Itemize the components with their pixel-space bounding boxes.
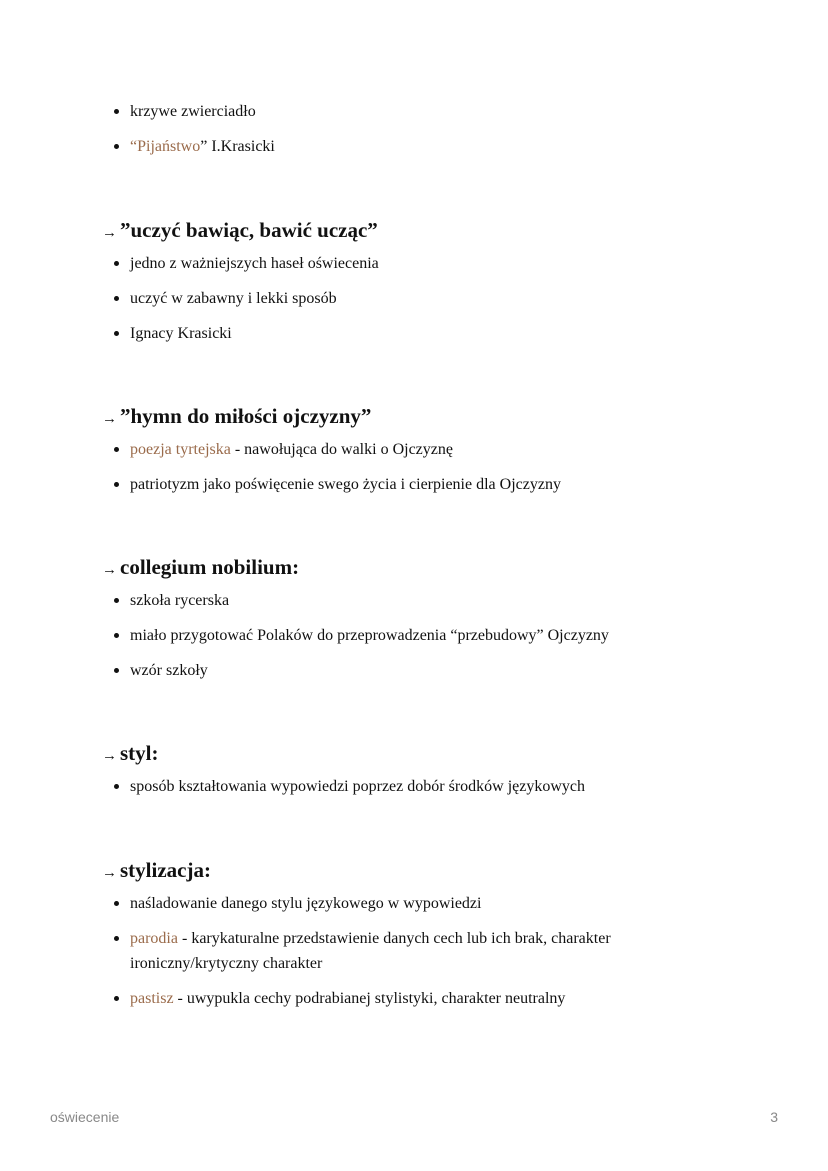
section-list-stylizacja [112, 891, 632, 1021]
list-item: parodia - karykaturalne przedstawienie danych cech lub ich brak, charakter ironiczny/krytyczny charakter [112, 926, 632, 976]
work-title-link[interactable]: Pijaństwo [137, 138, 201, 155]
highlight-term[interactable]: pastisz [130, 990, 174, 1007]
arrow-icon: → [102, 225, 117, 241]
list-item: naśladowanie danego stylu językowego w wypowiedzi [112, 891, 632, 916]
list-item: szkoła rycerska [112, 588, 752, 613]
list-item: krzywe zwierciadło [112, 99, 752, 124]
section-heading-styl: → styl: [102, 739, 159, 770]
list-item: miało przygotować Polaków do przeprowadzenia “przebudowy” Ojczyzny [112, 623, 752, 648]
page-number: 3 [770, 1109, 778, 1125]
section-list-uczyc-bawiac [112, 251, 752, 356]
highlight-term[interactable]: poezja tyrtejska [130, 441, 231, 458]
section-list-hymn [112, 437, 752, 507]
list-item: “Pijaństwo” I.Krasicki [112, 134, 752, 159]
section-heading-stylizacja: → stylizacja: [102, 856, 211, 887]
highlight-term[interactable]: parodia [130, 930, 178, 947]
list-item: pastisz - uwypukla cechy podrabianej stylistyki, charakter neutralny [112, 986, 632, 1011]
list-item: uczyć w zabawny i lekki sposób [112, 286, 752, 311]
section-list-collegium [112, 588, 752, 693]
intro-list [112, 99, 752, 169]
section-heading-hymn: → ”hymn do miłości ojczyzny” [102, 402, 371, 433]
arrow-icon: → [102, 562, 117, 578]
list-item: Ignacy Krasicki [112, 321, 752, 346]
quote-open: “ [130, 138, 138, 155]
arrow-icon: → [102, 748, 117, 764]
list-item: wzór szkoły [112, 658, 752, 683]
list-item: sposób kształtowania wypowiedzi poprzez dobór środków językowych [112, 774, 752, 799]
footer-title: oświecenie [50, 1109, 120, 1125]
list-item: patriotyzm jako poświęcenie swego życia i cierpienie dla Ojczyzny [112, 472, 752, 497]
arrow-icon: → [102, 411, 117, 427]
section-list-styl [112, 774, 752, 809]
arrow-icon: → [102, 865, 117, 881]
list-item: jedno z ważniejszych haseł oświecenia [112, 251, 752, 276]
section-heading-uczyc-bawiac: → ”uczyć bawiąc, bawić ucząc” [102, 216, 378, 247]
section-heading-collegium: → collegium nobilium: [102, 553, 299, 584]
list-item: poezja tyrtejska - nawołująca do walki o Ojczyznę [112, 437, 752, 462]
